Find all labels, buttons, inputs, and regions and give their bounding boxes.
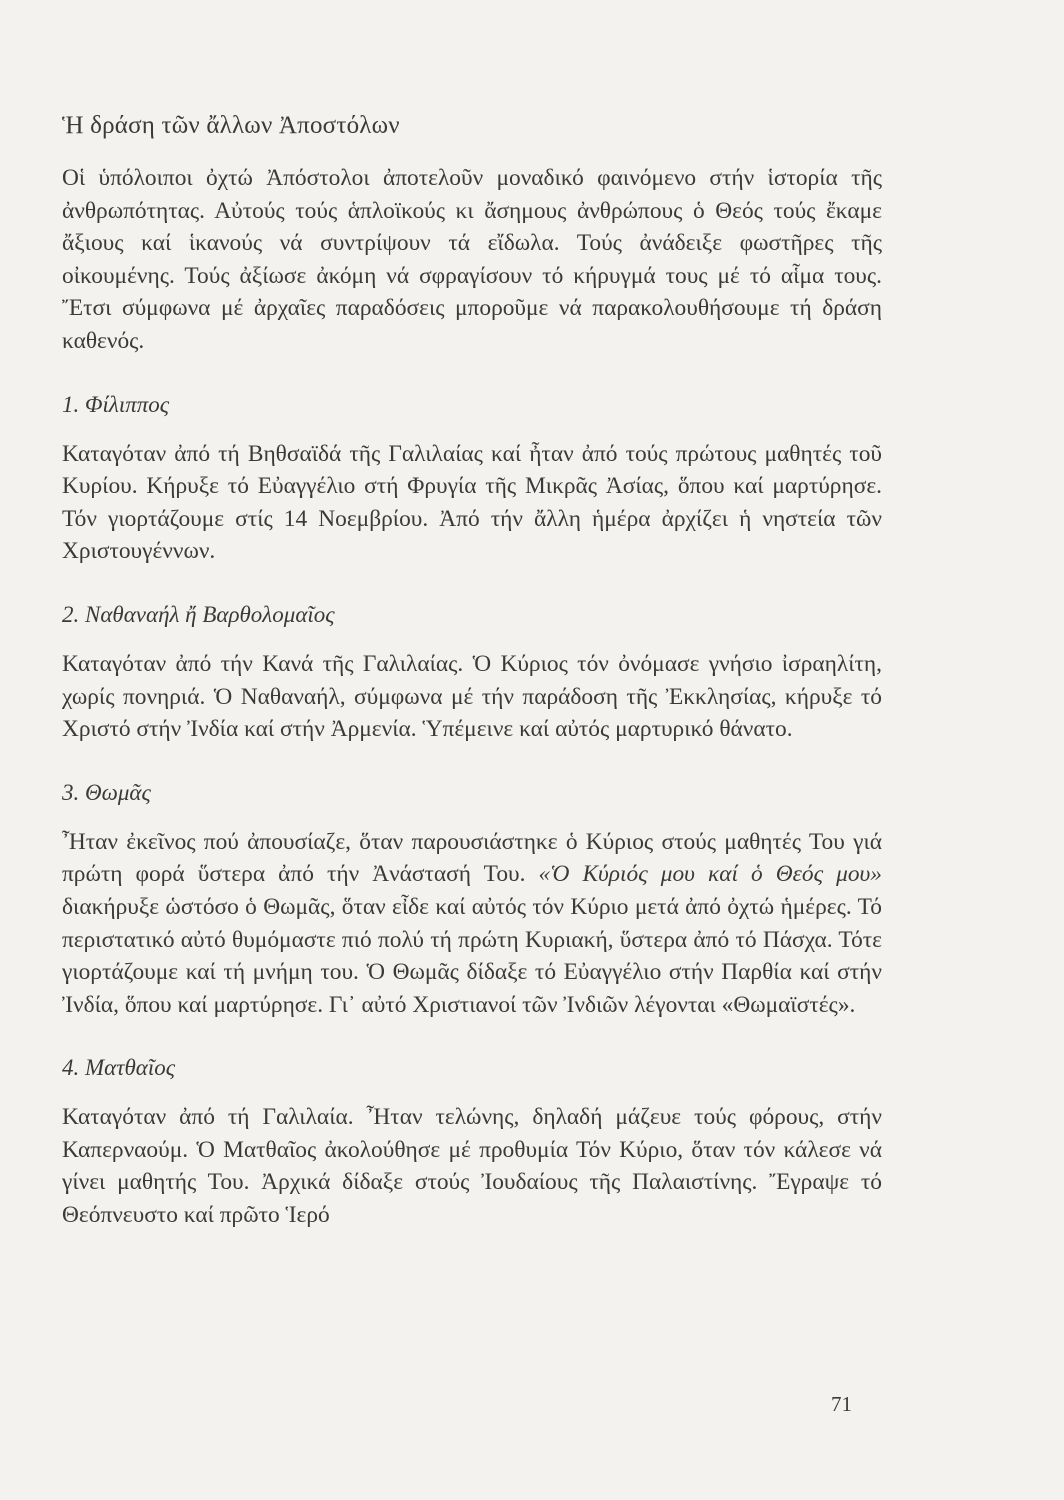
- section-number: 2.: [62, 601, 80, 627]
- section-number: 3.: [62, 779, 80, 805]
- section-text: [62, 826, 882, 1022]
- section-text-part: διακήρυξε ὡστόσο ὁ Θωμᾶς, ὅταν εἶδε καί αὐτός τόν Κύριο μετά ἀπό ὀχτώ ἡμέρες. Τό περιστατικό αὐτό θυμόμαστε πιό πολύ τή πρώτη Κυριακή, ὕστερα ἀπό τό Πάσχα. Τότε γιορτάζουμε καί τή μνήμη του. Ὁ Θωμᾶς δίδαξε τό Εὐαγγέλιο στήν Παρθία καί στήν Ἰνδία, ὅπου καί μαρτύρησε. Γι᾽ αὐτό Χριστιανοί τῶν Ἰνδιῶν λέγονται «Θωμαϊστές».: [62, 893, 882, 1018]
- section-name: Ναθαναήλ ἤ Βαρθολομαῖος: [85, 601, 335, 627]
- intro-paragraph: Οἱ ὑπόλοιποι ὀχτώ Ἀπόστολοι ἀποτελοῦν μοναδικό φαινόμενο στήν ἱστορία τῆς ἀνθρωπότητας. Αὐτούς τούς ἁπλοϊκούς κι ἄσημους ἀνθρώπους ὁ Θεός τούς ἔκαμε ἄξιους καί ἱκανούς νά συντρίψουν τά εἴδωλα. Τούς ἀνάδειξε φωστῆρες τῆς οἰκουμένης. Τούς ἀξίωσε ἀκόμη νά σφραγίσουν τό κήρυγμά τους μέ τό αἷμα τους. Ἔτσι σύμφωνα μέ ἀρχαῖες παραδόσεις μποροῦμε νά παρακολουθήσουμε τή δράση καθενός.: [62, 165, 882, 354]
- section-text-part: Ἦταν ἐκεῖνος πού ἀπουσίαζε, ὅταν παρουσιάστηκε ὁ Κύριος στούς μαθητές Του γιά πρώτη φορά ὕστερα ἀπό τήν Ἀνάστασή Του.: [62, 828, 882, 888]
- section-title: [62, 780, 882, 806]
- chapter-heading: Ἡ δράση τῶν ἄλλων Ἀποστόλων: [62, 112, 400, 139]
- section-name: Ματθαῖος: [85, 1055, 176, 1081]
- section-nathanael: [62, 602, 882, 746]
- section-text: Καταγόταν ἀπό τή Γαλιλαία. Ἦταν τελώνης, δηλαδή μάζευε τούς φόρους, στήν Καπερναούμ. Ὁ Ματθαῖος ἀκολούθησε μέ προθυμία Τόν Κύριο, ὅταν τόν κάλεσε νά γίνει μαθητής Του. Ἀρχικά δίδαξε στούς Ἰουδαίους τῆς Παλαιστίνης. Ἔγραψε τό Θεόπνευστο καί πρῶτο Ἱερό: [62, 1104, 882, 1229]
- section-title: [62, 392, 882, 418]
- section-title: [62, 1055, 882, 1081]
- section-text: Καταγόταν ἀπό τή Βηθσαϊδά τῆς Γαλιλαίας καί ἦταν ἀπό τούς πρώτους μαθητές τοῦ Κυρίου. Κήρυξε τό Εὐαγγέλιο στή Φρυγία τῆς Μικρᾶς Ἀσίας, ὅπου καί μαρτύρησε. Τόν γιορτάζουμε στίς 14 Νοεμβρίου. Ἀπό τήν ἄλλη ἡμέρα ἀρχίζει ἡ νηστεία τῶν Χριστουγέννων.: [62, 440, 882, 565]
- page-number: 71: [831, 1392, 852, 1416]
- section-number: 4.: [62, 1055, 80, 1081]
- section-thomas: [62, 780, 882, 1022]
- section-matthew: [62, 1055, 882, 1231]
- section-title: [62, 602, 882, 628]
- document-page: [62, 112, 882, 1232]
- section-name: Θωμᾶς: [85, 779, 151, 805]
- section-text: Καταγόταν ἀπό τήν Κανά τῆς Γαλιλαίας. Ὁ Κύριος τόν ὀνόμασε γνήσιο ἰσραηλίτη, χωρίς πονηριά. Ὁ Ναθαναήλ, σύμφωνα μέ τήν παράδοση τῆς Ἐκκλησίας, κήρυξε τό Χριστό στήν Ἰνδία καί στήν Ἀρμενία. Ὑπέμεινε καί αὐτός μαρτυρικό θάνατο.: [62, 650, 882, 743]
- section-quote: «Ὁ Κύριός μου καί ὁ Θεός μου»: [538, 861, 882, 888]
- section-name: Φίλιππος: [85, 391, 170, 417]
- section-philip: [62, 392, 882, 568]
- section-number: 1.: [62, 391, 80, 417]
